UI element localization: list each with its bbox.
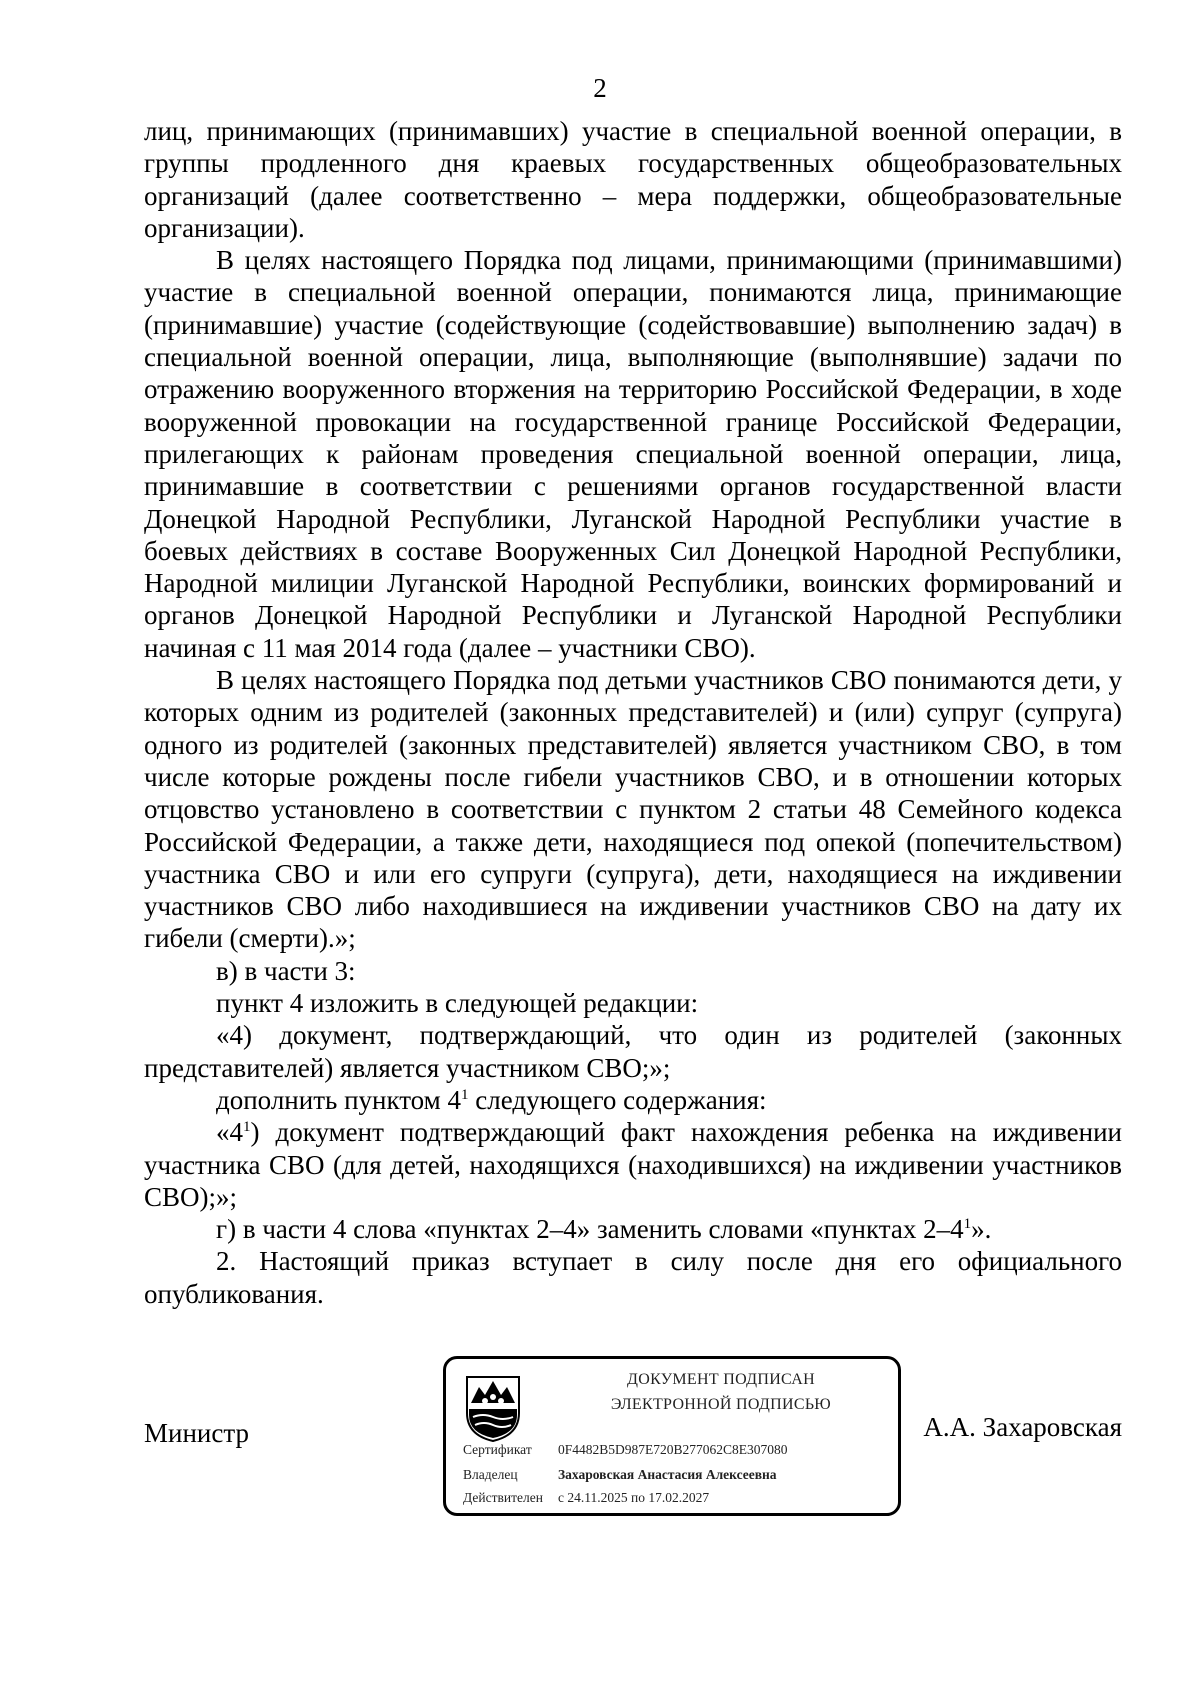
- validity-label: Действителен: [463, 1490, 543, 1505]
- paragraph-children-definition: В целях настоящего Порядка под детьми участников СВО понимаются дети, у которых одним из родителей (законных представителей) и (или) супруг (супруга) одного из родителей (законных представителей) является участником СВО, в том числе которые рождены после гибели участников СВО, и в отношении которых отцовство установлено в соответствии с пунктом 2 статьи 48 Семейного кодекса Российской Федерации, а также дети, находящиеся под опекой (попечительством) участника СВО и или его супруги (супруга), дети, находящиеся на иждивении участников СВО либо находившиеся на иждивении участников СВО на дату их гибели (смерти).»;: [144, 665, 1122, 954]
- page-number: 2: [593, 73, 607, 103]
- electronic-signature-stamp: [443, 1356, 901, 1516]
- validity-value: с 24.11.2025 по 17.02.2027: [558, 1490, 710, 1505]
- paragraph-item-4-1-text: «$4^1$) документ подтверждающий факт нахождения ребенка на иждивении участника СВО (для детей, находящихся (находившихся) на иждивении участников СВО);»;: [144, 1117, 1122, 1212]
- paragraph-effective-date: 2. Настоящий приказ вступает в силу после дня его официального опубликования.: [144, 1246, 1122, 1309]
- stamp-owner-row: [463, 1467, 777, 1483]
- document-body: [144, 115, 1122, 1310]
- stamp-title-line-1: ДОКУМЕНТ ПОДПИСАН: [627, 1371, 815, 1388]
- kamchatka-coat-of-arms-icon: [463, 1373, 523, 1443]
- paragraph-svo-participants-definition: В целях настоящего Порядка под лицами, принимающими (принимавшими) участие в специальной военной операции, понимаются лица, принимающие (принимавшие) участие (содействующие (содействовавшие) выполнению задач) в специальной военной операции, лица, выполняющие (выполнявшие) задачи по отражению вооруженного вторжения на территорию Российской Федерации, в ходе вооруженной провокации на государственной границе Российской Федерации, прилегающих к районам проведения специальной военной операции, лица, принимавшие в соответствии с решениями органов государственной власти Донецкой Народной Республики, Луганской Народной Республики участие в боевых действиях в составе Вооруженных Сил Донецкой Народной Республики, Народной милиции Луганской Народной Республики, воинских формирований и органов Донецкой Народной Республики и Луганской Народной Республики начиная с 11 мая 2014 года (далее – участники СВО).: [144, 245, 1122, 663]
- signatory-position: Министр: [144, 1418, 249, 1448]
- stamp-validity-row: [463, 1490, 709, 1506]
- certificate-value: 0F4482B5D987E720B277062C8E307080: [558, 1442, 788, 1457]
- certificate-label: Сертификат: [463, 1442, 532, 1457]
- paragraph-add-item-4-1: дополнить пунктом $4^1$ следующего содержания:: [216, 1084, 767, 1115]
- stamp-certificate-row: [463, 1442, 788, 1458]
- signer-name: А.А. Захаровская: [923, 1412, 1122, 1442]
- owner-value: Захаровская Анастасия Алексеевна: [558, 1467, 777, 1482]
- paragraph-item-4-edit: пункт 4 изложить в следующей редакции:: [216, 988, 699, 1019]
- paragraph-item-4-text: «4) документ, подтверждающий, что один из родителей (законных представителей) является участником СВО;»;: [144, 1020, 1122, 1083]
- paragraph-part-3: в) в части 3:: [216, 955, 356, 986]
- paragraph-continuation: лиц, принимающих (принимавших) участие в специальной военной операции, в группы продленного дня краевых государственных общеобразовательных организаций (далее соответственно – мера поддержки, общеобразовательные организации).: [144, 116, 1122, 243]
- owner-label: Владелец: [463, 1467, 518, 1482]
- stamp-title-line-2: ЭЛЕКТРОННОЙ ПОДПИСЬЮ: [610, 1396, 832, 1413]
- paragraph-part-4: г) в части 4 слова «пунктах 2–4» заменить словами «пунктах $2-4^1$».: [216, 1214, 992, 1245]
